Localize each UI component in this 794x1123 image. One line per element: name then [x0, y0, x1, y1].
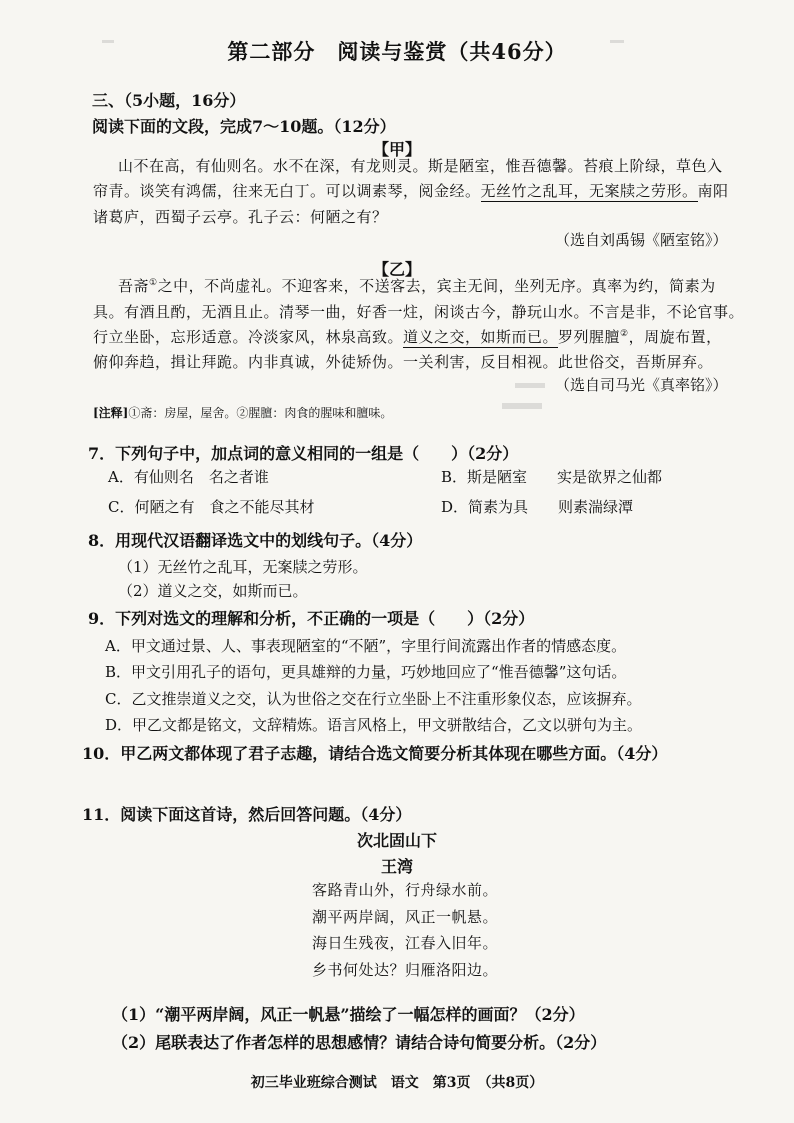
passage-yi-line [118, 275, 716, 296]
underlined-sentence-2: 道义之交，如斯而已。 [403, 328, 559, 346]
passage-jia-line: 山不在高，有仙则名。水不在深，有龙则灵。斯是陋室，惟吾德馨。苔痕上阶绿，草色入 [118, 157, 723, 175]
question-9-option-d: D．甲乙文都是铭文，文辞精炼。语言风格上，甲文骈散结合，乙文以骈句为主。 [105, 716, 643, 734]
question-7-option-d [441, 496, 633, 517]
poem-line: 海日生残夜，江春入旧年。 [312, 934, 499, 952]
option-text: D．简素为具 则素湍绿潭 [441, 498, 634, 516]
question-7-stem: 7．下列句子中，加点词的意义相同的一组是（ ）（2分） [88, 444, 519, 463]
passage-yi-label: 【乙】 [372, 260, 421, 279]
scan-speck [515, 383, 545, 388]
annotation-label: [注释] [93, 406, 129, 420]
poem-title: 次北固山下 [356, 831, 437, 850]
scan-speck [502, 403, 542, 409]
question-9-option-a: A．甲文通过景、人、事表现陋室的“不陋”，字里行间流露出作者的情感态度。 [105, 637, 627, 655]
passage-jia-line [93, 180, 729, 201]
question-10-stem: 10．甲乙两文都体现了君子志趣，请结合选文简要分析其体现在哪些方面。（4分） [82, 744, 668, 763]
passage-yi-text: ，周旋布置， [628, 328, 722, 346]
question-9-stem: 9．下列对选文的理解和分析，不正确的一项是（ ）（2分） [88, 609, 535, 628]
poem-line: 客路青山外，行舟绿水前。 [312, 881, 499, 899]
annotation-line [93, 404, 392, 421]
question-11-sub-1: （1）“潮平两岸阔，风正一帆悬”描绘了一幅怎样的画面？（2分） [112, 1005, 585, 1024]
question-11-sub-2: （2）尾联表达了作者怎样的思想感情？请结合诗句简要分析。（2分） [112, 1033, 607, 1052]
question-11-stem: 11．阅读下面这首诗，然后回答问题。（4分） [82, 805, 412, 824]
underlined-sentence-1: 无丝竹之乱耳，无案牍之劳形。 [480, 182, 698, 200]
poem-line: 潮平两岸阔，风正一帆悬。 [312, 908, 499, 926]
page-footer: 初三毕业班综合测试 语文 第3页 （共8页） [250, 1075, 544, 1091]
question-9-option-c: C．乙文推崇道义之交，认为世俗之交在行立坐卧上不注重形象仪态，应该摒弃。 [105, 690, 642, 708]
poem-author: 王湾 [380, 857, 413, 876]
passage-yi-line [93, 326, 722, 347]
question-7-option-c [108, 496, 314, 517]
passage-yi-line: 具。有酒且酌，无酒且止。清琴一曲，好香一炷，闲谈古今，静玩山水。不言是非，不论官事。 [93, 303, 745, 321]
section-heading: 三、（5小题，16分） [92, 91, 246, 110]
question-8-item-2: （2）道义之交，如斯而已。 [118, 582, 308, 600]
passage-jia-source: （选自刘禹锡《陋室铭》） [555, 231, 728, 249]
reading-instruction: 阅读下面的文段，完成7～10题。（12分） [92, 117, 396, 136]
passage-jia-text: 帘青。谈笑有鸿儒，往来无白丁。可以调素琴，阅金经。 [93, 182, 481, 200]
poem-line: 乡书何处达？归雁洛阳边。 [312, 961, 499, 979]
passage-yi-text: 吾斋 [118, 277, 150, 295]
passage-yi-source: （选自司马光《真率铭》） [555, 376, 728, 394]
question-7-option-a [108, 466, 269, 487]
question-8-item-1: （1）无丝竹之乱耳，无案牍之劳形。 [118, 558, 368, 576]
footnote-marker: ① [149, 278, 158, 288]
passage-jia-text: 南阳 [697, 182, 729, 200]
question-9-option-b: B．甲文引用孔子的语句，更具雄辩的力量，巧妙地回应了“惟吾德馨”这句话。 [105, 663, 627, 681]
option-text: A．有仙则名 名之者谁 [108, 468, 269, 486]
passage-yi-text: 行立坐卧，忘形适意。冷淡家风，林泉高致。 [93, 328, 404, 346]
annotation-text: ①斋：房屋，屋舍。②腥膻：肉食的腥味和膻味。 [128, 406, 393, 420]
footnote-marker: ② [620, 329, 629, 339]
question-7-option-b [441, 466, 662, 487]
passage-yi-line: 俯仰奔趋，揖让拜跪。内非真诚，外徒矫伪。一关利害，反目相视。此世俗交，吾斯屏弃。 [93, 353, 714, 371]
option-text: B．斯是陋室 实是欲界之仙都 [441, 468, 663, 486]
page-title: 第二部分 阅读与鉴赏（共46分） [227, 39, 567, 64]
option-text: C．何陋之有 食之不能尽其材 [108, 498, 315, 516]
passage-yi-text: 之中，不尚虚礼。不迎客来，不送客去，宾主无间，坐列无序。真率为约，简素为 [157, 277, 716, 295]
passage-yi-text: 罗列腥膻 [558, 328, 621, 346]
passage-jia-label: 【甲】 [372, 140, 421, 159]
question-8-stem: 8．用现代汉语翻译选文中的划线句子。（4分） [88, 531, 423, 550]
passage-jia-line: 诸葛庐，西蜀子云亭。孔子云：何陋之有？ [93, 208, 388, 226]
